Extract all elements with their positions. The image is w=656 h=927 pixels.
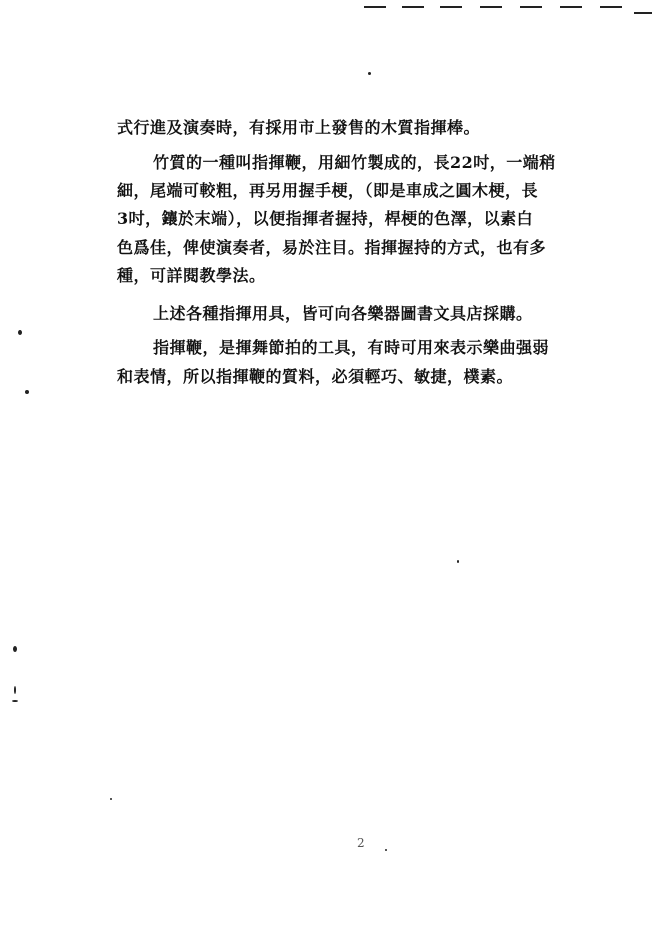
page-number: 2 bbox=[357, 836, 365, 850]
scan-speck bbox=[457, 560, 459, 563]
scan-speck bbox=[368, 72, 371, 75]
text-line: 指揮鞭，是揮舞節拍的工具，有時可用來表示樂曲强弱 bbox=[153, 338, 550, 357]
top-edge-dash bbox=[440, 6, 462, 8]
text-line: 細，尾端可較粗，再另用握手梗，（即是車成之圓木梗，長 bbox=[117, 181, 539, 200]
top-edge-dash bbox=[560, 6, 582, 8]
text-line: 上述各種指揮用具，皆可向各樂器圖書文具店採購。 bbox=[153, 304, 533, 323]
text-line: 色爲佳，俾使演奏者，易於注目。指揮握持的方式，也有多 bbox=[117, 238, 547, 257]
text-line: 和表情，所以指揮鞭的質料，必須輕巧、敏捷，樸素。 bbox=[117, 367, 514, 386]
top-edge-dash bbox=[480, 6, 502, 8]
top-edge-dash bbox=[364, 6, 386, 8]
text-line: 種，可詳閱教學法。 bbox=[117, 266, 266, 285]
top-edge-dash bbox=[520, 6, 542, 8]
text-line: 3吋，鑲於末端），以便指揮者握持，桿梗的色澤，以素白 bbox=[117, 209, 534, 228]
text-line: 竹質的一種叫指揮鞭，用細竹製成的，長22吋，一端稍 bbox=[153, 153, 556, 172]
scan-speck bbox=[13, 646, 17, 652]
scan-speck bbox=[12, 700, 18, 702]
text-line: 式行進及演奏時，有採用市上發售的木質指揮棒。 bbox=[117, 118, 481, 137]
scan-speck bbox=[25, 390, 29, 394]
scan-speck bbox=[18, 330, 22, 335]
top-edge-dash bbox=[402, 6, 424, 8]
scan-speck bbox=[385, 849, 387, 851]
scan-speck bbox=[14, 686, 16, 694]
top-edge-dash bbox=[600, 6, 622, 8]
top-edge-dash bbox=[634, 12, 652, 14]
scan-speck bbox=[110, 798, 112, 800]
